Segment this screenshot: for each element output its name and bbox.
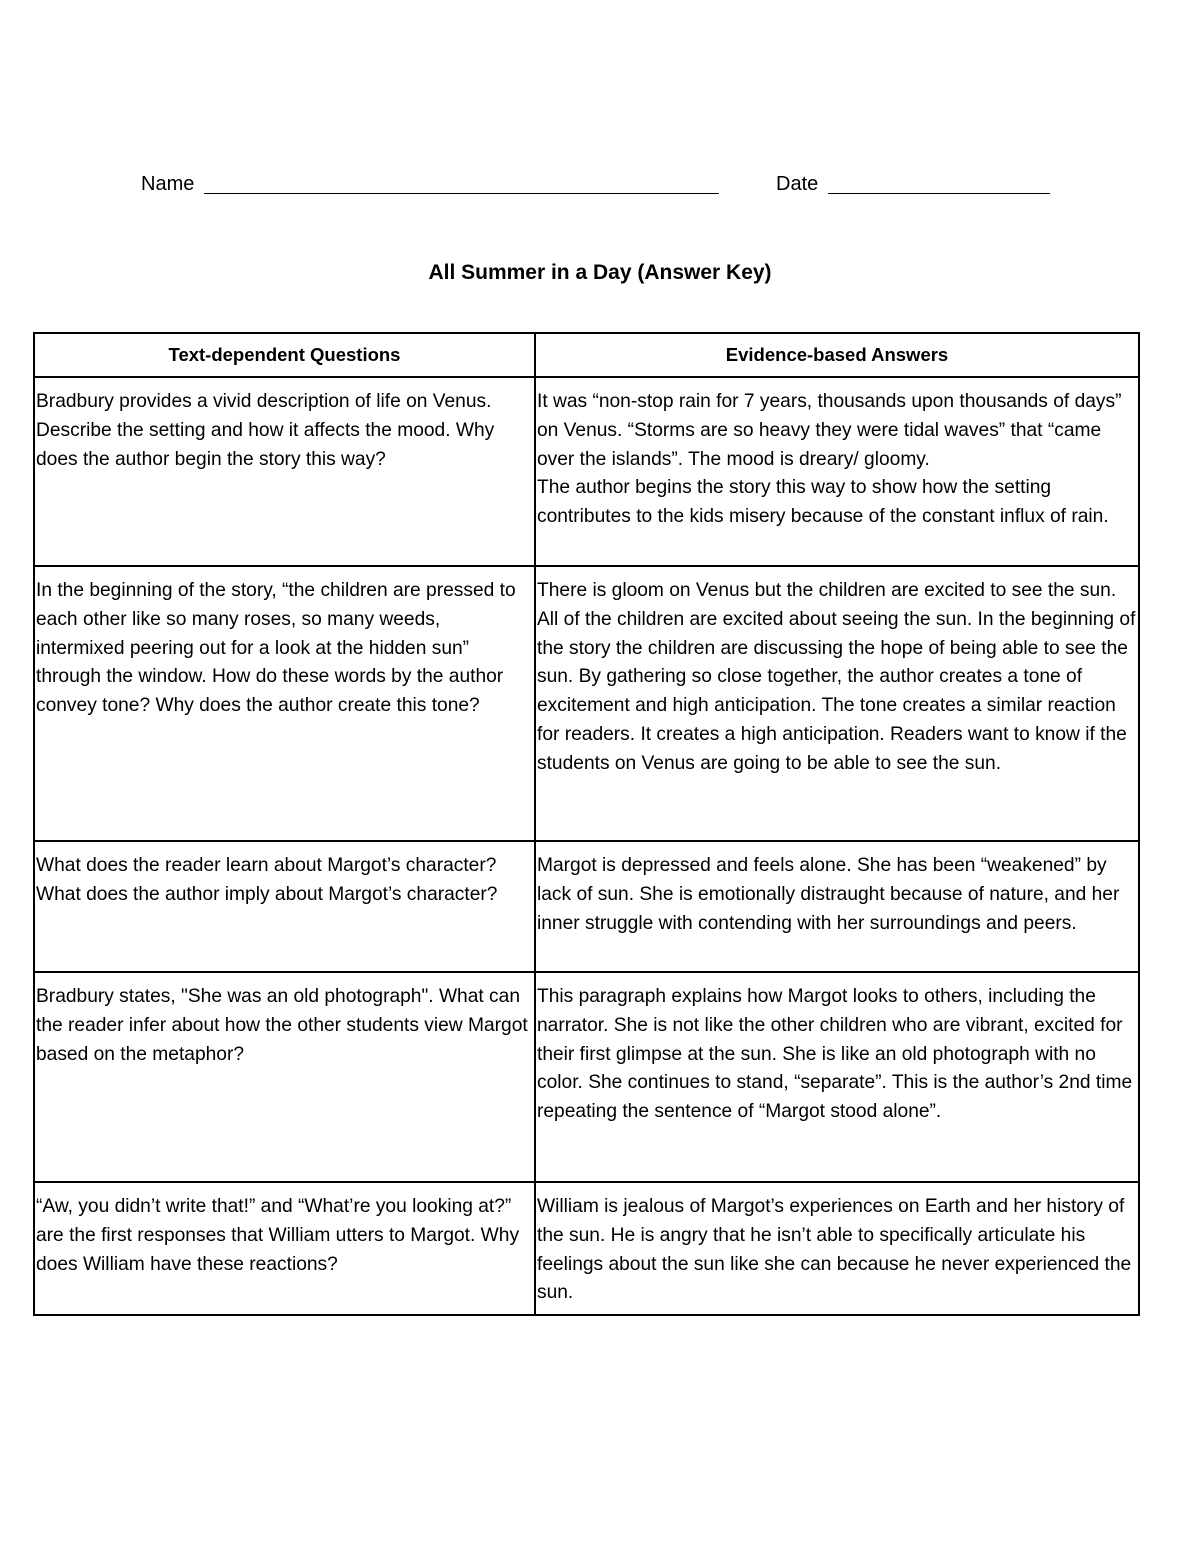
answer-text: This paragraph explains how Margot looks to others, including the narrator. She is not like the other children who are vibrant, excited for their first glimpse at the sun. She is like an old photograph with no color. She continues to stand, “separate”. This is the author’s 2nd time repeating the sentence of “Margot stood alone”. bbox=[537, 986, 1133, 1123]
question-text: Bradbury provides a vivid description of life on Venus. Describe the setting and how it affects the mood. Why does the author begin the story this way? bbox=[36, 391, 495, 470]
date-label: Date bbox=[776, 173, 819, 195]
name-date-line bbox=[0, 168, 1200, 200]
table-row bbox=[34, 841, 1139, 972]
question-cell bbox=[34, 841, 535, 972]
question-cell bbox=[34, 566, 535, 841]
answer-cell bbox=[535, 566, 1139, 841]
answer-text: There is gloom on Venus but the children are excited to see the sun. All of the children are excited about seeing the sun. In the beginning of the story the children are discussing the hope of being able to see the sun. By gathering so close together, the author creates a tone of excitement and high anticipation. The tone creates a similar reaction for readers. It creates a high anticipation. Readers want to know if the students on Venus are going to be able to see the sun. bbox=[537, 580, 1136, 774]
question-text: “Aw, you didn’t write that!” and “What’re you looking at?” are the first responses that William utters to Margot. Why does William have these reactions? bbox=[36, 1196, 520, 1275]
table-header-row bbox=[34, 333, 1139, 377]
table-row bbox=[34, 972, 1139, 1182]
table-row bbox=[34, 1182, 1139, 1315]
column-header-answers: Evidence-based Answers bbox=[535, 333, 1139, 377]
question-text: In the beginning of the story, “the children are pressed to each other like so many roses, so many weeds, intermixed peering out for a look at the hidden sun” through the window. How do these words by the author convey tone? Why does the author create this tone? bbox=[36, 580, 516, 717]
answer-text: Margot is depressed and feels alone. She has been “weakened” by lack of sun. She is emotionally distraught because of nature, and her inner struggle with contending with her surroundings and peers. bbox=[537, 855, 1120, 934]
answer-text: It was “non-stop rain for 7 years, thousands upon thousands of days” on Venus. “Storms are so heavy they were tidal waves” that “came over the islands”. The mood is dreary/ gloomy. The author begins the story this way to show how the setting contributes to the kids misery because of the constant influx of rain. bbox=[537, 391, 1122, 528]
question-text: Bradbury states, "She was an old photograph". What can the reader infer about how the other students view Margot based on the metaphor? bbox=[36, 986, 528, 1065]
question-text: What does the reader learn about Margot’s character? What does the author imply about Margot’s character? bbox=[36, 855, 498, 905]
answer-text: William is jealous of Margot’s experiences on Earth and her history of the sun. He is angry that he isn’t able to specifically articulate his feelings about the sun like she can because he never experienced the sun. bbox=[537, 1196, 1132, 1304]
answer-key-table bbox=[33, 332, 1140, 1316]
question-cell bbox=[34, 972, 535, 1182]
answer-cell bbox=[535, 841, 1139, 972]
answer-cell bbox=[535, 377, 1139, 566]
column-header-questions: Text-dependent Questions bbox=[34, 333, 535, 377]
answer-cell bbox=[535, 1182, 1139, 1315]
name-blank[interactable] bbox=[204, 193, 719, 194]
date-blank[interactable] bbox=[828, 193, 1050, 194]
question-cell bbox=[34, 377, 535, 566]
answer-cell bbox=[535, 972, 1139, 1182]
question-cell bbox=[34, 1182, 535, 1315]
page-title: All Summer in a Day (Answer Key) bbox=[428, 261, 772, 284]
table-row bbox=[34, 377, 1139, 566]
table-row bbox=[34, 566, 1139, 841]
name-label: Name bbox=[141, 173, 195, 195]
